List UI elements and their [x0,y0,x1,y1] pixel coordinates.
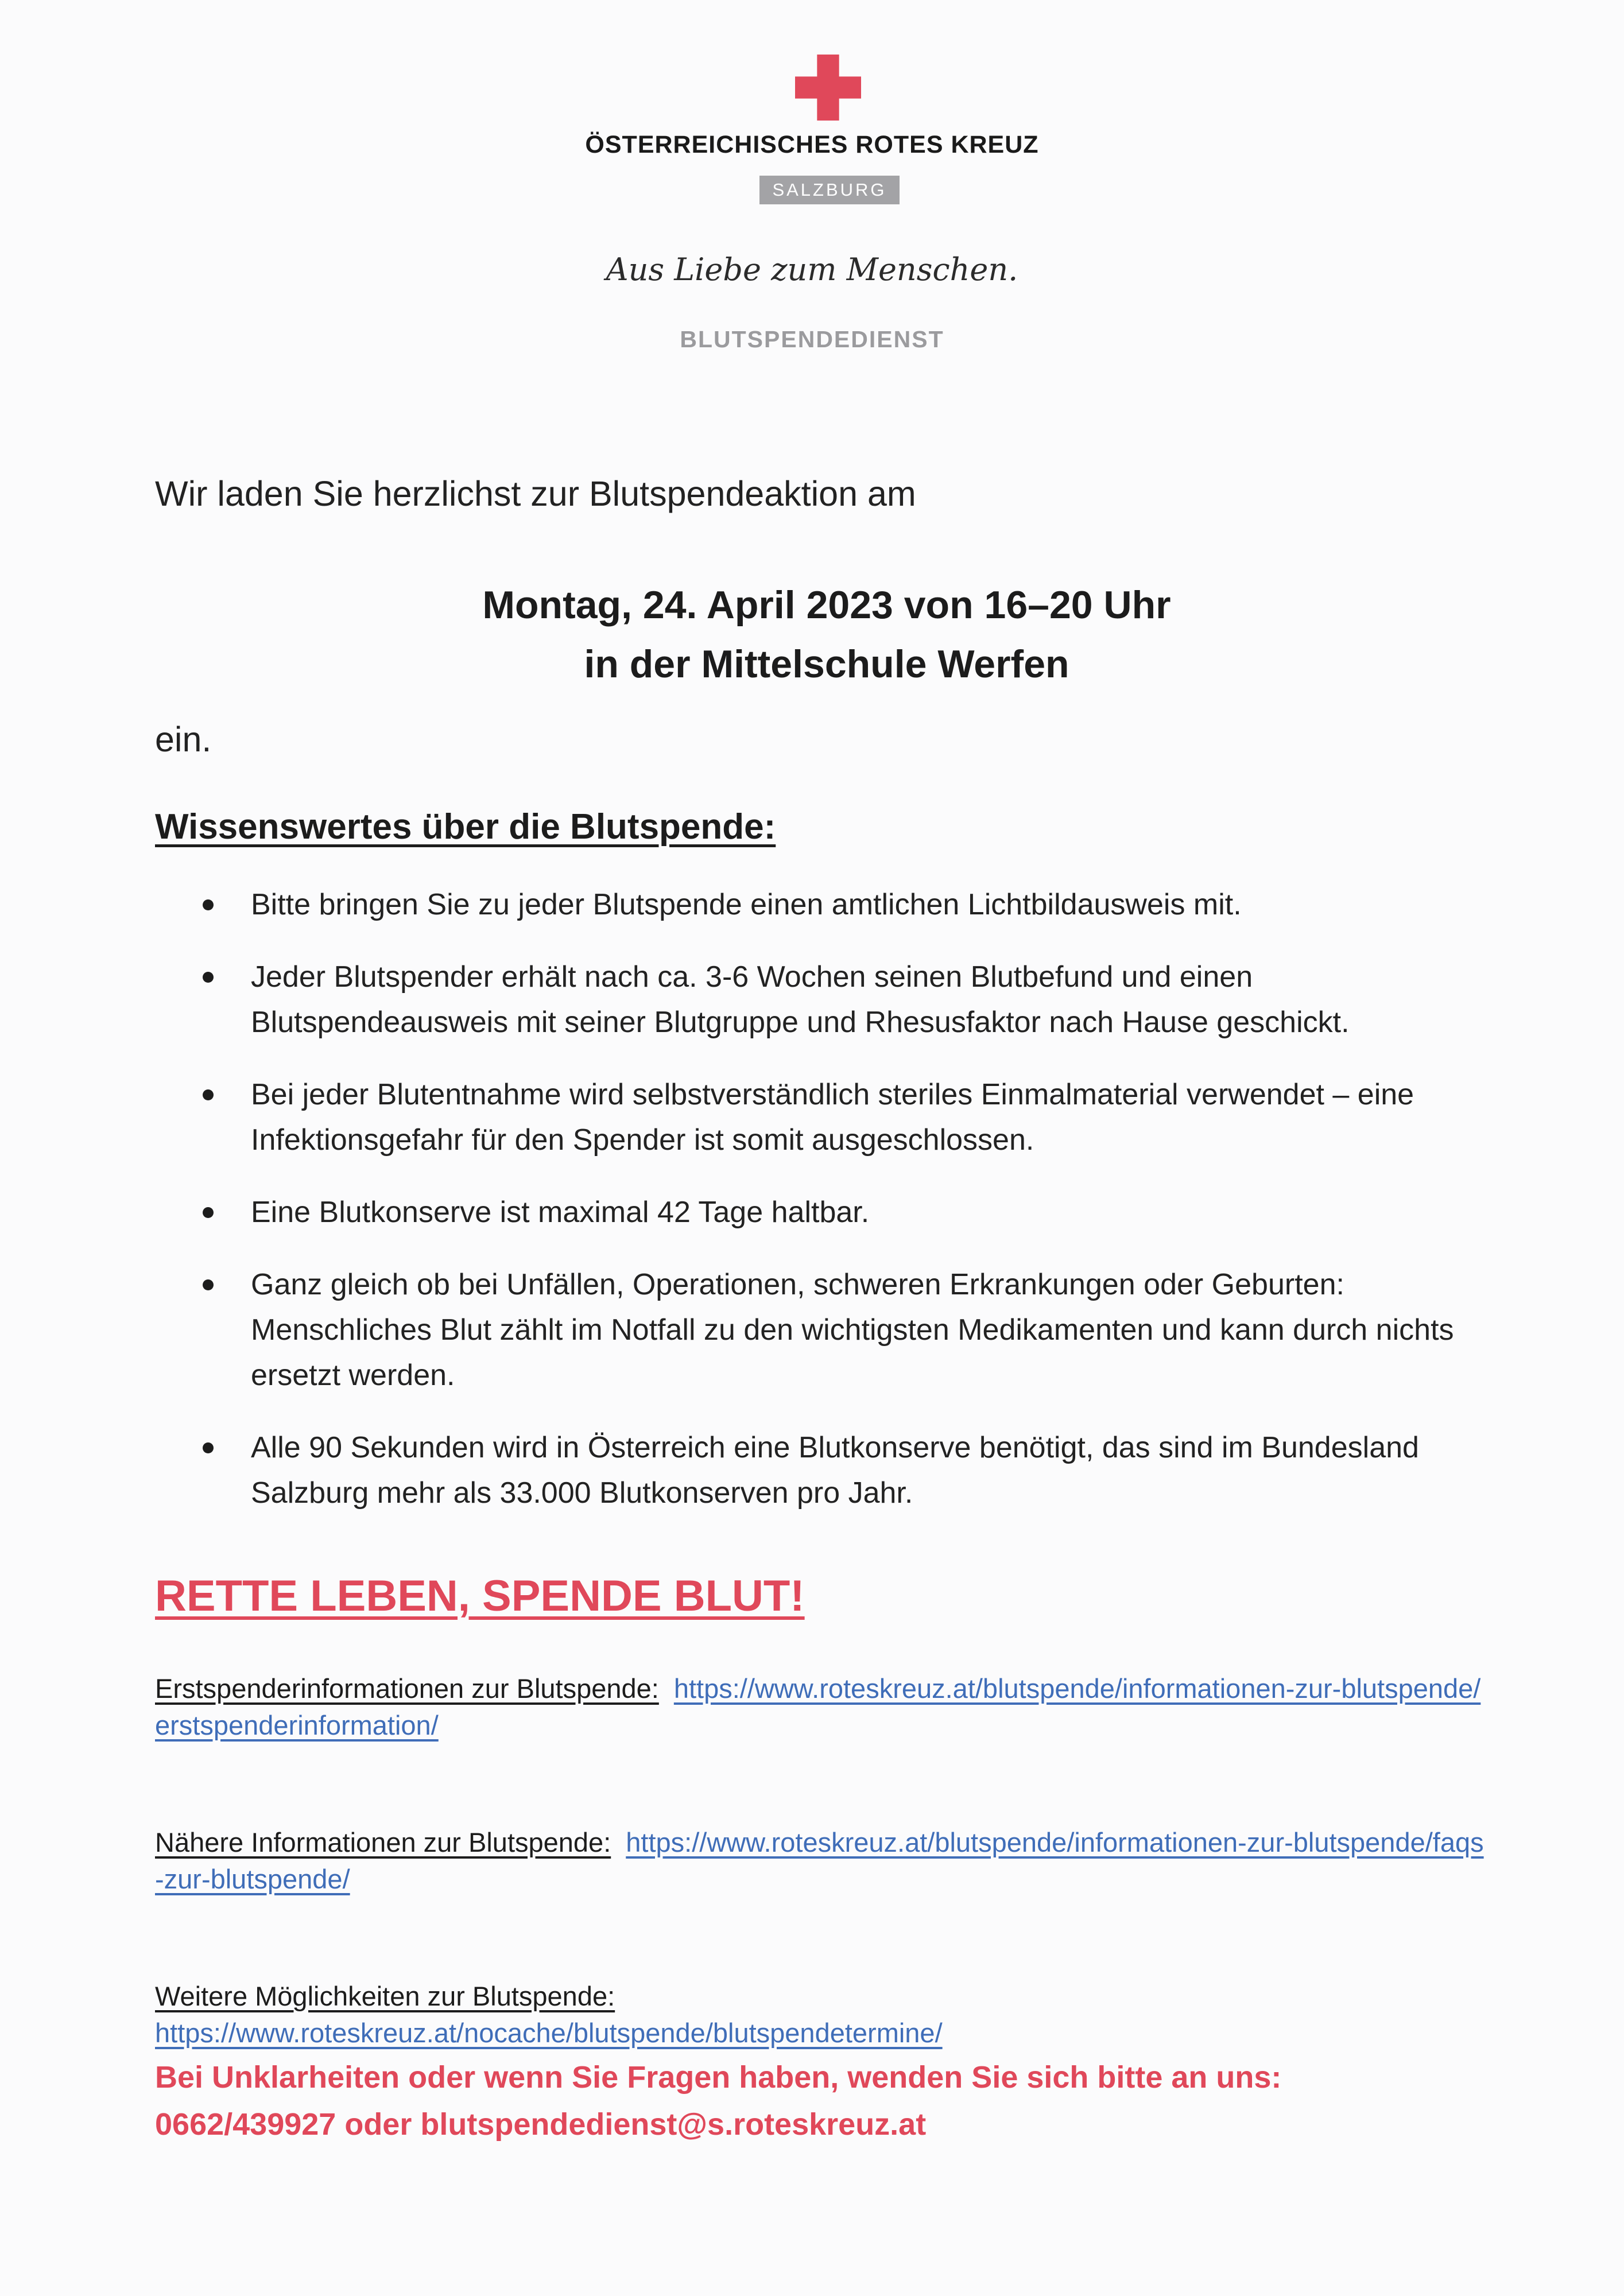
region-badge: SALZBURG [759,176,900,204]
fact-item [203,1262,1500,1398]
fact-text: Bitte bringen Sie zu jeder Blutspende einen amtlichen Lichtbildausweis mit. [251,888,1242,921]
bullet-icon [203,1207,214,1218]
link-block-dates [155,1978,1487,2051]
bullet-icon [203,899,214,910]
fact-item [203,1425,1500,1516]
contact-text: Bei Unklarheiten oder wenn Sie Fragen haben, wenden Sie sich bitte an uns: [155,2060,1282,2095]
facts-heading: Wissenswertes über die Blutspende: [155,807,776,847]
event-location: in der Mittelschule Werfen [584,642,1069,686]
fact-text: Ganz gleich ob bei Unfällen, Operationen, schweren Erkrankungen oder Geburten: Menschliches Blut zählt im Notfall zu den wichtigsten Medikamenten und kann durch nichts ersetzt werden. [251,1268,1454,1392]
contact-details: 0662/439927 oder blutspendedienst@s.roteskreuz.at [155,2107,927,2142]
fact-item [203,955,1500,1045]
bullet-icon [203,972,214,983]
event-details [0,576,1624,694]
department-name: BLUTSPENDEDIENST [680,326,944,352]
bullet-icon [203,1442,214,1453]
link-label: Erstspenderinformationen zur Blutspende: [155,1673,659,1704]
fact-text: Alle 90 Sekunden wird in Österreich eine Blutkonserve benötigt, das sind im Bundesland Salzburg mehr als 33.000 Blutkonserven pro Jahr. [251,1431,1419,1510]
organization-slogan: Aus Liebe zum Menschen. [606,251,1018,288]
organization-name: ÖSTERREICHISCHES ROTES KREUZ [585,131,1039,158]
facts-list [203,882,1500,1543]
fact-item [203,1190,1500,1235]
link-faq[interactable]: https://www.roteskreuz.at/blutspende/informationen-zur-blutspende/faqs-zur-blutspende/ [155,1827,1484,1894]
link-label: Nähere Informationen zur Blutspende: [155,1827,611,1857]
fact-text: Jeder Blutspender erhält nach ca. 3-6 Wochen seinen Blutbefund und einen Blutspendeausweis mit seiner Blutgruppe und Rhesusfaktor nach Hause geschickt. [251,960,1350,1039]
call-to-action: RETTE LEBEN, SPENDE BLUT! [155,1572,805,1620]
link-label: Weitere Möglichkeiten zur Blutspende: [155,1981,615,2011]
link-block-faq [155,1824,1487,1898]
red-cross-icon [795,55,861,121]
event-date-time: Montag, 24. April 2023 von 16–20 Uhr [482,583,1171,627]
link-first-donor-info[interactable]: https://www.roteskreuz.at/blutspende/informationen-zur-blutspende/erstspenderinformation/ [155,1673,1481,1740]
invitation-intro: Wir laden Sie herzlichst zur Blutspendeaktion am [155,474,916,513]
bullet-icon [203,1279,214,1290]
invitation-closing: ein. [155,720,212,759]
fact-item [203,1072,1500,1163]
contact-info [155,2054,1487,2148]
link-donation-dates[interactable]: https://www.roteskreuz.at/nocache/blutspende/blutspendetermine/ [155,2018,943,2048]
bullet-icon [203,1089,214,1100]
fact-item [203,882,1500,928]
fact-text: Bei jeder Blutentnahme wird selbstverständlich steriles Einmalmaterial verwendet – eine Infektionsgefahr für den Spender ist somit ausgeschlossen. [251,1078,1414,1157]
link-block-first-donor [155,1670,1487,1744]
fact-text: Eine Blutkonserve ist maximal 42 Tage haltbar. [251,1196,870,1229]
